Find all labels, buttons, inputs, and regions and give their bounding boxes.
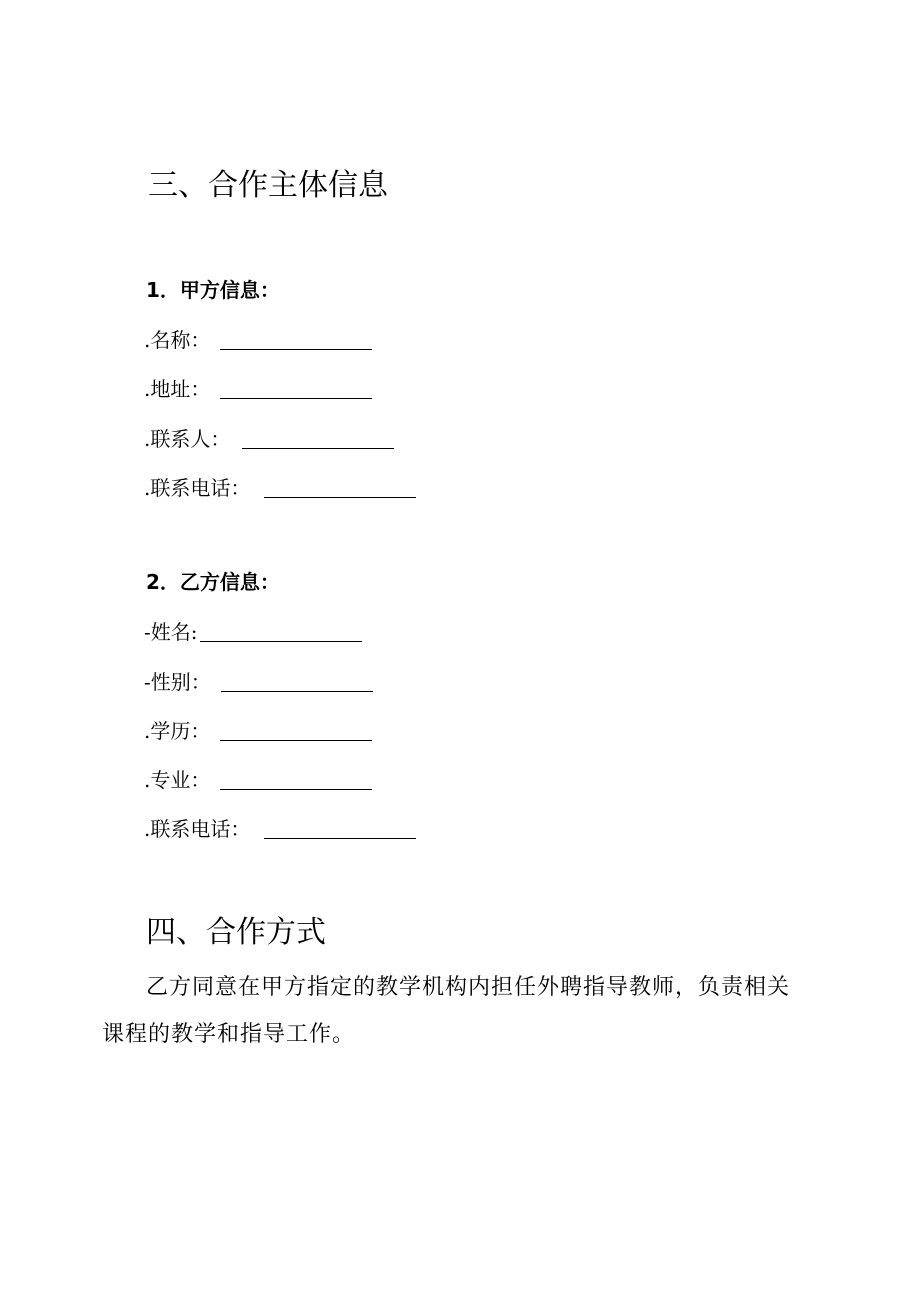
party-b-phone-field — [144, 812, 416, 842]
party-b-title: 2．乙方信息： — [146, 570, 280, 594]
party-b-education-blank[interactable] — [220, 718, 372, 741]
party-b-major-blank[interactable] — [220, 767, 372, 790]
party-b-gender-field — [144, 665, 373, 695]
party-a-title: 1．甲方信息： — [146, 278, 280, 302]
party-b-major-label: .专业： — [144, 768, 211, 792]
party-a-address-label: .地址： — [144, 377, 211, 401]
party-a-phone-blank[interactable] — [264, 475, 416, 498]
section-3-heading: 三、合作主体信息 — [148, 168, 388, 203]
party-a-phone-label: .联系电话： — [144, 476, 251, 500]
party-a-address-field — [144, 372, 372, 402]
party-a-address-blank[interactable] — [220, 376, 372, 399]
party-b-gender-blank[interactable] — [221, 669, 373, 692]
party-a-contact-label: .联系人： — [144, 427, 231, 451]
party-b-name-label: -姓名: — [144, 620, 198, 644]
party-a-contact-field — [144, 422, 394, 452]
party-b-name-blank[interactable] — [200, 619, 362, 642]
party-a-contact-blank[interactable] — [242, 426, 394, 449]
party-b-gender-label: -性别： — [144, 670, 211, 694]
section-4-heading: 四、合作方式 — [146, 915, 326, 950]
party-b-phone-label: .联系电话： — [144, 817, 251, 841]
party-a-phone-field — [144, 471, 416, 501]
party-b-phone-blank[interactable] — [264, 816, 416, 839]
party-a-name-blank[interactable] — [220, 327, 372, 350]
party-b-name-field — [144, 615, 362, 645]
party-b-education-label: .学历： — [144, 719, 211, 743]
section-4-paragraph: 乙方同意在甲方指定的教学机构内担任外聘指导教师，负责相关课程的教学和指导工作。 — [102, 975, 791, 1047]
party-a-name-label: .名称： — [144, 328, 211, 352]
party-b-education-field — [144, 714, 372, 744]
party-a-name-field — [144, 323, 372, 353]
party-b-major-field — [144, 763, 372, 793]
